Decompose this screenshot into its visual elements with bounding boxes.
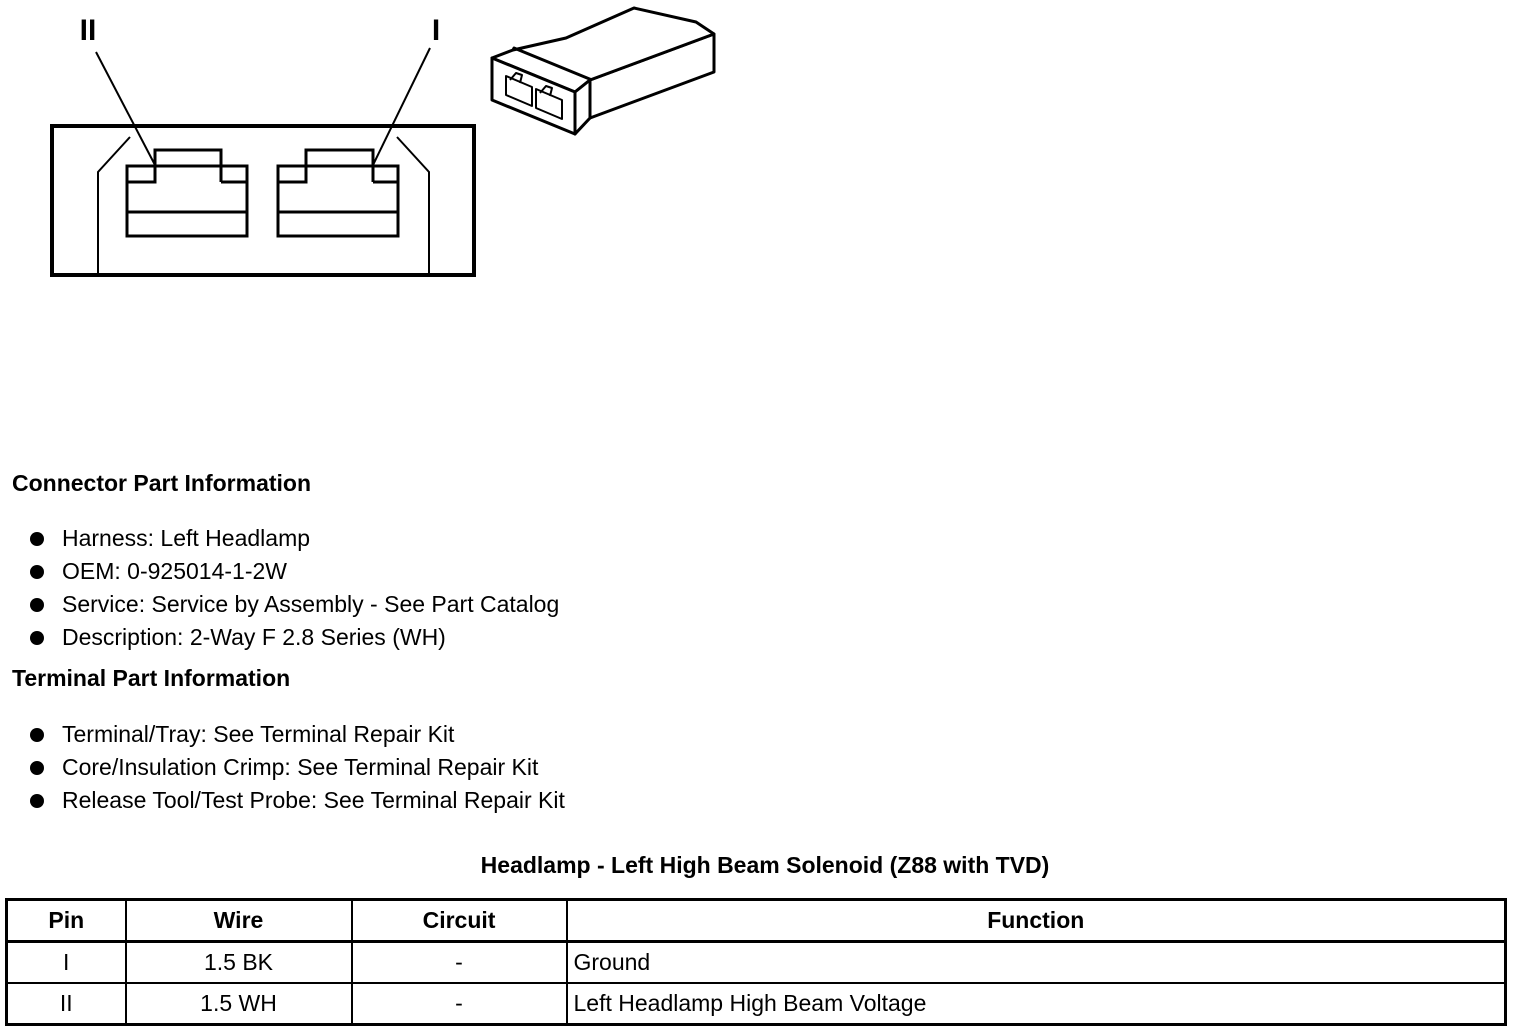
cell-pin: I	[7, 942, 126, 984]
list-item-text: Service: Service by Assembly - See Part Catalog	[62, 591, 560, 617]
table-row	[7, 983, 1506, 1025]
column-header-function: Function	[567, 900, 1506, 942]
list-item	[0, 522, 559, 555]
cell-function: Left Headlamp High Beam Voltage	[567, 983, 1506, 1025]
bullet-icon	[30, 794, 44, 808]
connector-face	[52, 126, 474, 275]
list-item-text: OEM: 0-925014-1-2W	[62, 558, 287, 584]
list-item	[0, 621, 559, 654]
table-header-row	[7, 900, 1506, 942]
list-item-text: Terminal/Tray: See Terminal Repair Kit	[62, 721, 455, 747]
cell-wire: 1.5 BK	[126, 942, 352, 984]
pin-label-I: I	[431, 14, 441, 47]
column-header-circuit: Circuit	[352, 900, 567, 942]
connector-diagram	[0, 0, 740, 300]
table-row	[7, 942, 1506, 984]
connector-info-list	[0, 522, 559, 654]
leader-line-II	[96, 52, 155, 165]
bullet-icon	[30, 532, 44, 546]
bullet-icon	[30, 565, 44, 579]
column-header-pin: Pin	[7, 900, 126, 942]
cell-function: Ground	[567, 942, 1506, 984]
pin-label-II: II	[79, 14, 97, 47]
list-item	[0, 751, 565, 784]
connector-info-title: Connector Part Information	[12, 470, 312, 496]
leader-line-I	[373, 48, 430, 165]
cell-pin: II	[7, 983, 126, 1025]
list-item	[0, 588, 559, 621]
cell-wire: 1.5 WH	[126, 983, 352, 1025]
list-item-text: Harness: Left Headlamp	[62, 525, 311, 551]
cavity-I	[278, 150, 398, 236]
bullet-icon	[30, 631, 44, 645]
list-item-text: Description: 2-Way F 2.8 Series (WH)	[62, 624, 446, 650]
cell-circuit: -	[352, 983, 567, 1025]
terminal-info-list	[0, 718, 565, 817]
list-item	[0, 718, 565, 751]
pin-table	[5, 898, 1507, 1026]
bullet-icon	[30, 598, 44, 612]
cavity-II	[127, 150, 247, 236]
list-item-text: Core/Insulation Crimp: See Terminal Repair Kit	[62, 754, 539, 780]
bullet-icon	[30, 761, 44, 775]
cell-circuit: -	[352, 942, 567, 984]
list-item	[0, 784, 565, 817]
list-item-text: Release Tool/Test Probe: See Terminal Repair Kit	[62, 787, 565, 813]
pin-table-title: Headlamp - Left High Beam Solenoid (Z88 with TVD)	[480, 852, 1050, 878]
bullet-icon	[30, 728, 44, 742]
list-item	[0, 555, 559, 588]
connector-isometric-icon	[492, 8, 714, 134]
terminal-info-title: Terminal Part Information	[12, 665, 291, 691]
column-header-wire: Wire	[126, 900, 352, 942]
